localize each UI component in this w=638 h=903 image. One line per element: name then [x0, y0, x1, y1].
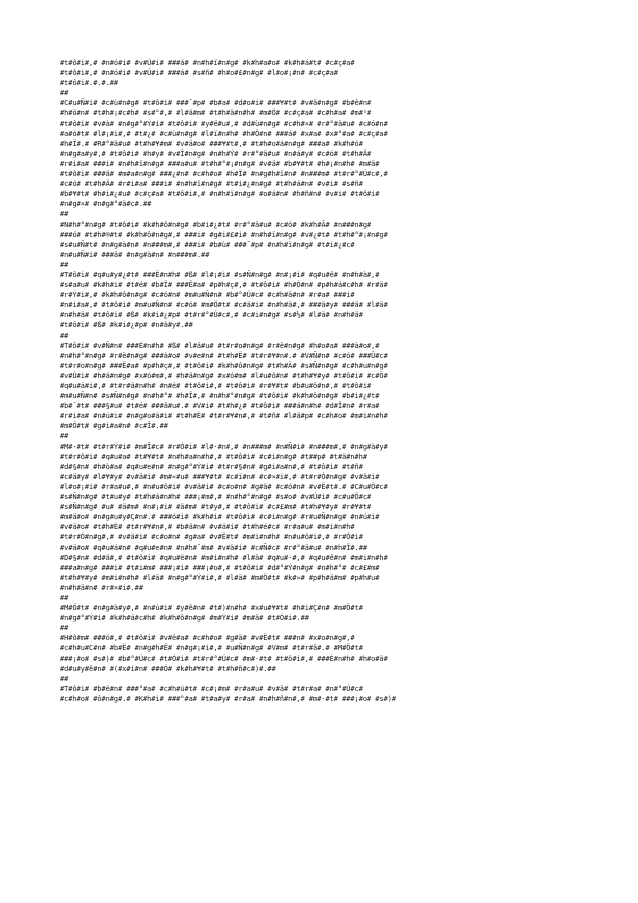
text-line: #c#ó# #t#h#Ä# #r#i#a# ###i# #n#h#ï#n#g# #t#i#¿#n#g# #t#h#á#n# #v#i# #s#ñ# — [60, 180, 363, 189]
text-line: #v#ä#o# #t#h#È# #t#r#¥#n#,# #b#ä#n# #v#ä#i# #t#h#é#c# #r#a#u# #m#i#n#h# — [60, 523, 355, 532]
text-line: #n#i#a#,# #t#ô#i# #m#u#Ñ#n# #c#ó# #m#Ö#t# #c#ä#i# #n#h#ä#,# ###ä#y# ###ä# #l#ä# — [60, 301, 388, 310]
text-line: #n#h#ä#n# #r#×#i#.## — [60, 583, 143, 592]
text-line: #r#i#a# ###i# #n#h#ï#n#g# ###a#u# #t#h#°#¡#n#g# #v#ä# #b#¥#t# #h#¡#n#h# #m#ä# — [60, 159, 380, 168]
text-line: #t#ô#i# ###ä# #m#a#n#g# ###¿#n# #c#h#o# #h#Ï# #n#g#h#ï#n# #n###m# #t#r#°#Ú#c#,# — [60, 170, 388, 179]
text-line: #m#u#Ñ#n# #s#Ñ#n#g# #n#h#°# #h#Ï#,# #n#h#°#n#g# #t#ô#i# #k#h#ô#n#g# #b#i#¿#t# — [60, 392, 380, 401]
text-line: #t#r#o#n#g# ###Ë#a# #p#h#ç#,# #t#ô#i# #k#h#ô#n#g# #t#h#Ä# #s#Ñ#n#g# #c#h#u#n#g# — [60, 361, 388, 370]
text-line: #r#i#a# #n#ú#i# #n#g#o#á#i# #t#h#È# #t#r#¥#n#,# #t#ñ# #l#ä#p# #c#h#o# #m#i#n#h# — [60, 412, 388, 421]
text-line: #t#ô#i# #ß# #k#i#¿#p# #n#à#y#.## — [60, 321, 193, 330]
text-line: ## — [60, 210, 69, 219]
text-line: #n#u#Ñ#i# ###ä# #n#g#à#n# #n###m#.## — [60, 250, 210, 259]
text-line: #t#ô#i#,# #n#ó#i# #v#Ú#i# ###á# #n#h#ï#n#g# #k#h#a#o# #k#h#á#t# #c#ç#a# — [60, 59, 355, 67]
text-line: #T#ô#i# #q#u#y#¿#t# ###Ë#n#h# #ß# #l#¡#i# #s#Ñ#n#g# #n#¡#i# #q#u#ê# #n#h#à#,# — [60, 270, 380, 279]
text-line: ## — [60, 331, 69, 340]
text-line: #s#Ñ#n#g# #u# #ä#m# #n#¡#i# #ä#m# #t#y#,# #t#ô#i# #c#£#m# #t#h#¥#y# #r#¥#t# — [60, 503, 372, 512]
text-line: #T#ô#i# #v#Ñ#n# ###È#n#h# #ß# #l#ä#u# #t#r#o#n#g# #r#ë#n#g# #h#o#a# ###à#o#,# — [60, 341, 380, 350]
text-line: #s#a#u# #k#h#i# #t#é# #b#Ï# ###Ë#a# #p#h#ç#,# #t#ô#i# #h#Ó#n# #p#h#á#c#h# #r#ä# — [60, 281, 388, 290]
text-line: #s#u#Ñ#t# #n#g#à#n# #n###m#,# ###i# #b#ù# ###¯#p# #n#h#ï#n#g# #t#i#¿#c# — [60, 240, 355, 249]
text-line: #q#u#á#i#,# #t#r#ä#n#h# #n#é# #t#ô#i#,# #t#ô#i# #r#¥#t# #b#u#ô#n#,# #t#ô#i# — [60, 382, 372, 390]
text-line: ###¡#o# #s#)# #b#°#Ú#c# #t#Ó#i# #t#r#°#Ú#c# #m#·#t# #t#ô#i#,# ###È#n#h# #h#o#ä# — [60, 654, 388, 663]
text-line: #t#ô#i#,# #n#ó#i# #v#Ú#i# ###á# #s#ñ# #h#o#£#n#g# #l#o#¡#n# #c#ç#a# — [60, 69, 338, 78]
text-line: ## — [60, 89, 69, 98]
text-line: #M#Ö#t# #n#g#à#y#,# #n#ú#i# #y#ê#n# #t#)#n#h# #x#u#¥#t# #h#i#Ç#n# #m#Ö#t# — [60, 604, 363, 613]
text-line: #l#o#¡#i# #r#a#u#,# #n#u#ô#i# #v#ä#i# #c#o#n# #g#ä# #c#ó#n# #v#Ë#t#.# #C#u#Ö#c# — [60, 482, 388, 491]
text-line: ## — [60, 624, 69, 633]
text-line: #t#ô#i# #v#à# #n#g#°#Ý#i# #t#ô#i# #y#ë#u#,# #d#ù#n#g# #c#h#×# #r#°#ä#u# #c#ó#n# — [60, 119, 388, 128]
text-line: #h#ö#n# #t#h#¡#c#h# #s#°#,# #l#ä#m# #t#h#ä#n#h# #m#Ö# #c#ç#a# #c#h#a# #m#¹# — [60, 109, 372, 118]
text-line: #C#u#Ñ#i# #c#ù#n#g# #t#ô#i# ###¯#p# #b#a# #d#o#i# ###¥#t# #v#ä#n#g# #b#ê#n# — [60, 99, 372, 108]
text-line: #T#ô#i# #b#ë#n# ###°#a# #c#h#ú#t# #c#¡#m# #r#a#u# #v#ä# #t#r#a# #n#°#Ú#c# — [60, 684, 363, 693]
text-line: #s#Ñ#n#g# #t#u#y# #t#h#á#n#h# ###¡#m#,# #n#h#°#n#g# #s#o# #v#Ú#i# #c#u#Ö#c# — [60, 493, 372, 502]
text-line: #m#ä#o# #n#g#u#y#Ç#n#.# ###ó#i# #k#h#i# #t#ô#i# #c#i#n#g# #r#u#Ñ#n#g# #n#ú#i# — [60, 513, 380, 522]
text-line: ## — [60, 260, 69, 269]
text-line: #v#Ú#i# #h#á#n#g# #x#ó#m#,# #h#ä#n#g# #x#ó#m# #l#u#ô#n# #t#h#¥#y# #t#ô#i# #c#Ö# — [60, 371, 388, 380]
text-line: #n#g#°#Ý#i# #k#h#á#c#h# #k#h#ô#n#g# #m#Ý#i# #m#ä# #t#Ó#i#.## — [60, 614, 309, 623]
text-line: #b#¥#t# #h#i#¿#u# #c#ç#a# #t#ô#i#,# #n#h#ï#n#g# #o#á#n# #h#ñ#n# #v#i# #t#ô#i# — [60, 190, 380, 199]
text-line: ## — [60, 432, 69, 441]
text-line: #d#§#n# #h#ò#a# #q#u#e#n# #n#g#°#Ý#i# #t#r#§#n# #g#i#a#n#,# #t#ô#i# #t#ñ# — [60, 462, 363, 471]
text-line: #d#u#y#ê#n# #(#x#i#n# ###Ó# #k#h#¥#t# #t#h#ñ#c#)#.## — [60, 664, 276, 673]
text-line: #c#h#o# #ô#n#g#.# #K#h#i# ###°#a# #t#a#y# #r#a# #n#h#ñ#n#,# #m#·#t# ###¡#o# #s#)# — [60, 694, 397, 703]
text-line: #n#g#a#y#,# #t#ô#i# #h#y# #v#Î#n#g# #n#h#Ý# #r#°#ä#u# #n#á#y# #c#ó# #t#h#Ä# — [60, 149, 372, 158]
text-line: #m#Ö#t# #g#i#a#n# #c#Î#.## — [60, 422, 168, 431]
text-line: #t#r#ô#i# #q#u#a# #t#¥#t# #n#h#a#n#h#,# #t#ô#i# #c#i#n#g# #t##p# #t#ä#n#h# — [60, 452, 367, 461]
text-line: ###a#n#g# ###i# #t#i#m# ###¡#i# ###¡#o#,# #t#ô#i# #d#°#Ý#n#g# #n#h#°# #c#£#m# — [60, 563, 380, 572]
body-text — [60, 58, 600, 704]
text-line: #v#ä#o# #q#u#á#n# #q#u#e#n# #n#h#¯#m# #v#ä#i# #c#Ñ#c# #r#°#ä#u# #n#h#Ï#.## — [60, 543, 367, 552]
text-line: #H#ô#m# ###ó#,# #t#ô#i# #v#ë#a# #c#h#o# #g#ä# #v#Ë#t# ###n# #x#o#n#g#,# — [60, 634, 355, 643]
text-line: #b#¯#t# ###§#u# #t#é# ###â#u#.# #V#i# #t#h#¿# #t#ô#i# ###á#n#h# #d#Î#n# #r#a# — [60, 402, 380, 411]
text-line: #c#ä#y# #l#¥#y# #v#ä#i# #m#«#u# ###¥#t# #c#ï#n# #c#×#i#,# #t#r#Ó#n#g# #v#ä#i# — [60, 472, 380, 481]
text-line: #t#h#¥#y# #m#i#n#h# #l#ä# #n#g#°#Ý#i#,# #l#ä# #m#Ö#t# #k#»# #p#h#ä#m# #p#h#u# — [60, 573, 380, 582]
text-line: #c#h#u#C#n# #b#Ë# #n#g#h#Ë# #n#g#¡#i#,# #u#Ñ#n#g# #V#m# #t#r#ä#.# #M#Ö#t# — [60, 644, 363, 653]
text-line: ## — [60, 593, 69, 602]
text-line: #n#h#ä# #t#ô#i# #ß# #k#i#¿#p# #t#r#°#Ú#c#,# #c#i#n#g# #s#½# #l#ä# #n#h#ä# — [60, 311, 363, 320]
text-line: #n#h#°#n#g# #r#ë#n#g# ###à#o# #v#e#n# #t#h#Ë# #t#r#¥#n#.# #V#Ñ#n# #c#ó# ###Û#c# — [60, 351, 388, 360]
text-line: #a#ó#t# #l#¡#i#,# #t#¿# #c#ù#n#g# #l#ï#n#h# #h#Ö#n# ###á# #x#a# #x#°#a# #c#ç#a# — [60, 129, 388, 138]
text-line: #M#·#t# #t#r#Ý#i# #m#Î#c# #r#Ó#i# #l#·#n#,# #n###m# #n#Ñ#i# #n###m#,# #n#g#à#y# — [60, 442, 388, 451]
text-line: #N#h#°#n#g# #t#ô#i# #k#h#ô#n#g# #b#i#¿#t# #r#°#ä#u# #c#ó# #k#h#Ã# #n###n#g# — [60, 220, 372, 229]
text-line: #t#ô#i#.#.#.## — [60, 79, 119, 88]
text-line: ###ó# #t#h#®#t# #k#h#ô#n#g#,# ###i# #g#i#£#i# #n#h#ï#n#g# #v#¿#t# #t#h#°#¡#n#g# — [60, 230, 388, 239]
text-line: #n#g#×# #n#g#°#ä#c#.## — [60, 200, 152, 209]
text-line: ## — [60, 674, 69, 683]
text-line: #h#Ï#.# #R#°#ä#u# #t#h#¥#m# #v#ä#o# ###¥#t#,# #t#h#o#á#n#g# ###a# #k#h#ó# — [60, 139, 363, 148]
text-line: #r#Ý#i#,# #k#h#ô#n#g# #c#ó#n# #m#u#Ñ#n# #b#°#Ú#c# #c#h#ä#n# #r#a# ###i# — [60, 291, 355, 300]
text-line: #D#§#n# #d#ä#,# #t#ô#i# #q#u#ë#n# #m#i#n#h# #l#ä# #q#u#·#,# #q#u#ê#n# #m#i#n#h# — [60, 553, 388, 562]
text-line: #t#r#Ó#n#g#,# #v#ä#i# #c#o#n# #g#a# #v#Ë#t# #m#i#n#h# #n#u#ô#i#,# #r#Ó#i# — [60, 533, 363, 542]
